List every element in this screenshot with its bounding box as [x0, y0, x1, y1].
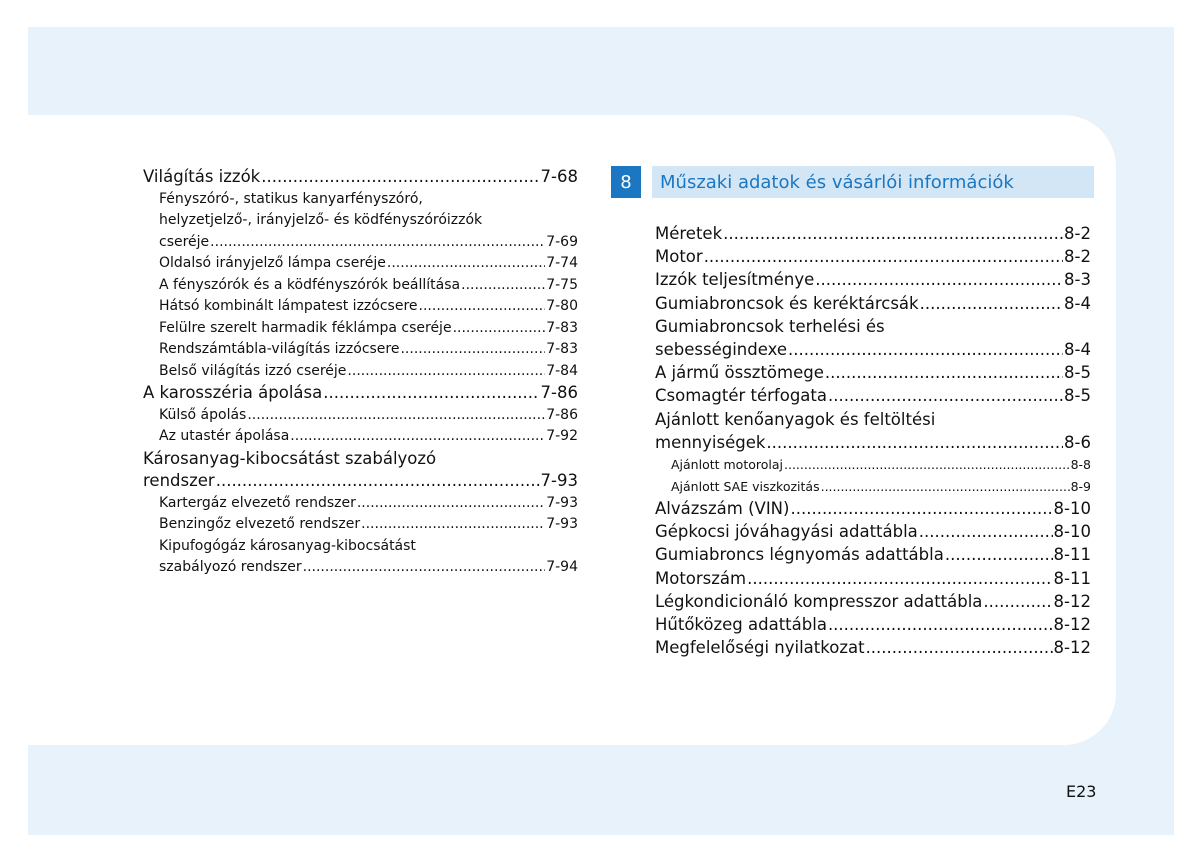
toc-leader-dots: [983, 590, 1052, 613]
toc-entry-page: 7-69: [546, 233, 578, 250]
toc-leader-dots: [453, 318, 546, 340]
toc-entry[interactable]: [655, 222, 1091, 245]
toc-entry[interactable]: [143, 557, 578, 579]
toc-entry-page: 8-9: [1070, 478, 1091, 494]
toc-entry[interactable]: [655, 476, 1091, 498]
toc-entry-label: szabályozó rendszer: [159, 559, 302, 575]
toc-entry-page: 7-86: [546, 406, 578, 423]
toc-entry-page: 7-86: [540, 383, 578, 402]
toc-entry[interactable]: [143, 318, 578, 340]
toc-entry-page: 7-93: [546, 516, 578, 532]
toc-entry[interactable]: [143, 361, 578, 383]
toc-entry-label: Oldalsó irányjelző lámpa cseréje: [159, 255, 386, 271]
toc-entry-label: Világítás izzók: [143, 167, 261, 186]
toc-entry-label: Felülre szerelt harmadik féklámpa cseréje: [159, 319, 452, 336]
toc-entry[interactable]: [655, 636, 1091, 659]
toc-entry-label: Külső ápolás: [159, 406, 247, 423]
toc-entry-page: 7-68: [540, 167, 578, 186]
toc-entry-page: 8-10: [1053, 499, 1091, 519]
toc-entry-label: mennyiségek: [655, 432, 766, 452]
toc-entry-label: cseréje: [159, 233, 210, 250]
toc-entry[interactable]: [143, 296, 578, 318]
toc-entry-page: 8-2: [1064, 247, 1091, 267]
toc-entry-page: 7-74: [546, 255, 578, 271]
section-header: [611, 166, 1094, 198]
toc-entry[interactable]: [143, 493, 578, 515]
toc-entry-page: 8-8: [1070, 457, 1091, 473]
toc-leader-dots: [747, 567, 1052, 590]
toc-entry-label: sebességindexe: [655, 340, 787, 360]
toc-entry-page: 8-10: [1053, 522, 1091, 542]
toc-entry-label: Hátsó kombinált lámpatest izzócsere: [159, 298, 418, 314]
toc-entry[interactable]: [655, 384, 1091, 407]
toc-entry-line[interactable]: Fényszóró-, statikus kanyarfényszóró,: [159, 190, 423, 207]
toc-leader-dots: [347, 361, 545, 383]
toc-leader-dots: [461, 275, 545, 297]
toc-entry[interactable]: [143, 339, 578, 361]
toc-entry-label: Méretek: [655, 224, 723, 243]
toc-entry-page: 8-5: [1064, 386, 1091, 406]
toc-entry-label: Megfelelőségi nyilatkozat: [655, 638, 865, 658]
toc-entry-label: A karosszéria ápolása: [143, 383, 323, 402]
toc-entry[interactable]: [655, 431, 1091, 454]
toc-entry[interactable]: [143, 232, 578, 254]
toc-entry-page: 8-5: [1064, 363, 1091, 383]
toc-entry-label: Izzók teljesítménye: [655, 270, 815, 290]
toc-entry-label: Alvázszám (VIN): [655, 499, 790, 519]
page-number: E23: [1066, 782, 1097, 801]
toc-entry-page: 8-3: [1064, 270, 1091, 290]
toc-entry-label: rendszer: [143, 471, 215, 490]
toc-leader-dots: [945, 543, 1053, 566]
toc-entry[interactable]: [143, 382, 578, 405]
toc-entry-page: 7-80: [546, 298, 578, 314]
toc-leader-dots: [866, 636, 1053, 659]
toc-entry[interactable]: [655, 497, 1091, 520]
toc-entry-line[interactable]: Kipufogógáz károsanyag-kibocsátást: [159, 537, 416, 554]
toc-entry[interactable]: [655, 245, 1091, 268]
toc-leader-dots: [247, 405, 545, 427]
toc-entry[interactable]: [655, 520, 1091, 543]
toc-leader-dots: [920, 292, 1063, 315]
toc-entry-label: Rendszámtábla-világítás izzócsere: [159, 341, 400, 357]
toc-entry-page: 7-84: [546, 362, 578, 379]
toc-entry-page: 8-12: [1053, 591, 1091, 611]
toc-entry[interactable]: [655, 543, 1091, 566]
toc-leader-dots: [790, 497, 1052, 520]
toc-entry-page: 8-4: [1064, 293, 1091, 313]
toc-entry-label: Motor: [655, 247, 703, 267]
toc-entry-label: Ajánlott SAE viszkozitás: [671, 478, 820, 494]
toc-entry-label: Ajánlott motorolaj: [671, 457, 783, 473]
toc-leader-dots: [323, 382, 539, 405]
toc-entry-page: 8-6: [1064, 432, 1091, 452]
toc-entry[interactable]: [655, 454, 1091, 476]
toc-entry[interactable]: [143, 514, 578, 536]
toc-left-column: [143, 166, 578, 579]
toc-entry-page: 7-92: [546, 428, 578, 444]
toc-entry-page: 7-83: [546, 341, 578, 357]
toc-entry-line[interactable]: helyzetjelző-, irányjelző- és ködfényszóróizzók: [159, 212, 483, 228]
toc-leader-dots: [788, 338, 1063, 361]
toc-entry-label: Gumiabroncs légnyomás adattábla: [655, 545, 944, 565]
toc-entry-page: 7-93: [546, 494, 578, 511]
section-number: 8: [611, 166, 641, 198]
toc-leader-dots: [821, 476, 1070, 498]
toc-entry-page: 8-12: [1053, 615, 1091, 635]
toc-entry-page: 7-93: [540, 471, 578, 490]
toc-leader-dots: [815, 268, 1063, 291]
toc-entry-label: Légkondicionáló kompresszor adattábla: [655, 591, 983, 611]
toc-entry[interactable]: [143, 275, 578, 297]
toc-entry-label: Belső világítás izzó cseréje: [159, 362, 347, 379]
toc-leader-dots: [400, 339, 545, 361]
toc-leader-dots: [419, 296, 546, 318]
toc-entry-label: Gépkocsi jóváhagyási adattábla: [655, 522, 918, 542]
toc-entry-line[interactable]: Ajánlott kenőanyagok és feltöltési: [655, 409, 936, 429]
toc-leader-dots: [216, 470, 540, 493]
toc-entry[interactable]: [143, 166, 578, 189]
toc-leader-dots: [828, 384, 1063, 407]
toc-leader-dots: [387, 253, 545, 275]
toc-leader-dots: [361, 514, 545, 536]
toc-entry-label: Az utastér ápolása: [159, 428, 290, 444]
toc-entry-line[interactable]: Gumiabroncsok terhelési és: [655, 316, 885, 336]
toc-entry[interactable]: [655, 361, 1091, 384]
toc-entry-page: 8-11: [1053, 568, 1091, 588]
toc-leader-dots: [766, 431, 1063, 454]
toc-leader-dots: [828, 613, 1053, 636]
toc-entry[interactable]: [655, 590, 1091, 613]
toc-entry[interactable]: [655, 268, 1091, 291]
toc-leader-dots: [825, 361, 1063, 384]
toc-entry[interactable]: [143, 426, 578, 448]
toc-entry-page: 7-83: [546, 319, 578, 336]
toc-entry-label: Gumiabroncsok és keréktárcsák: [655, 293, 919, 313]
toc-leader-dots: [210, 232, 545, 254]
toc-entry-label: Motorszám: [655, 568, 747, 588]
toc-leader-dots: [704, 245, 1063, 268]
toc-leader-dots: [919, 520, 1053, 543]
toc-leader-dots: [303, 557, 546, 579]
toc-entry-page: 8-12: [1053, 638, 1091, 658]
toc-entry-label: A fényszórók és a ködfényszórók beállítása: [159, 276, 461, 293]
toc-entry-line[interactable]: Károsanyag-kibocsátást szabályozó: [143, 448, 437, 468]
toc-right-column: [655, 222, 1091, 659]
toc-leader-dots: [290, 426, 545, 448]
toc-entry-page: 7-94: [546, 559, 578, 575]
toc-leader-dots: [784, 454, 1070, 476]
toc-entry[interactable]: [655, 567, 1091, 590]
toc-entry-page: 8-2: [1064, 224, 1091, 243]
toc-entry[interactable]: [143, 470, 578, 493]
toc-leader-dots: [357, 493, 545, 515]
toc-entry-label: Csomagtér térfogata: [655, 386, 827, 406]
toc-entry-page: 8-4: [1064, 340, 1091, 360]
toc-entry[interactable]: [143, 253, 578, 275]
toc-leader-dots: [261, 166, 539, 189]
toc-entry-page: 8-11: [1053, 545, 1091, 565]
toc-entry-label: Benzingőz elvezető rendszer: [159, 516, 361, 532]
toc-entry-label: A jármű össztömege: [655, 363, 824, 383]
toc-leader-dots: [723, 222, 1063, 245]
toc-entry-label: Kartergáz elvezető rendszer: [159, 494, 356, 511]
toc-entry[interactable]: [655, 292, 1091, 315]
toc-entry[interactable]: [655, 338, 1091, 361]
section-title: Műszaki adatok és vásárlói információk: [652, 166, 1094, 198]
toc-entry[interactable]: [655, 613, 1091, 636]
toc-entry-label: Hűtőközeg adattábla: [655, 615, 827, 635]
toc-entry[interactable]: [143, 405, 578, 427]
toc-entry-page: 7-75: [546, 276, 578, 293]
